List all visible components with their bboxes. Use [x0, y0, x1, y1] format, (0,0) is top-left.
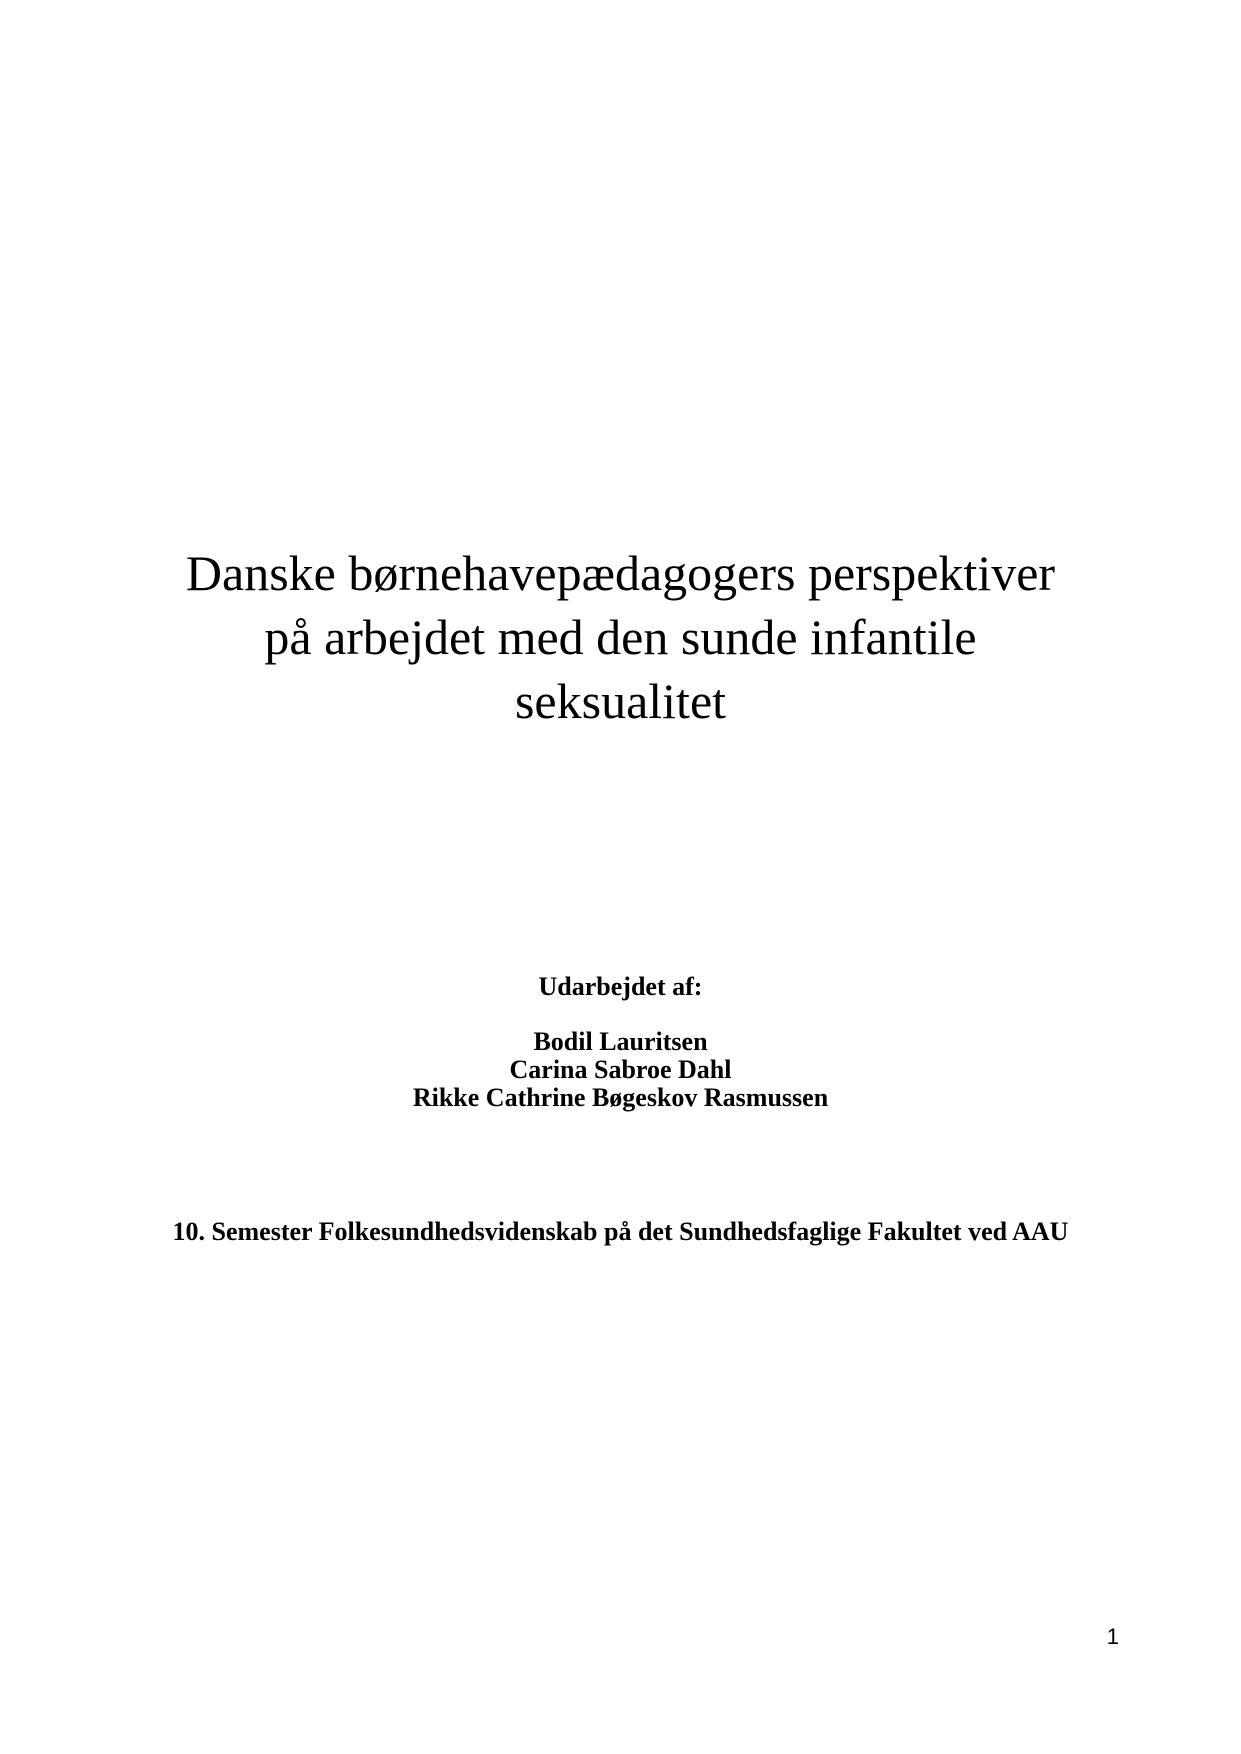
author-name-3: Rikke Cathrine Bøgeskov Rasmussen: [412, 1083, 829, 1112]
author-name-2: Carina Sabroe Dahl: [509, 1055, 732, 1084]
affiliation-line: 10. Semester Folkesundhedsvidenskab på det Sundhedsfaglige Fakultet ved AAU: [172, 1217, 1069, 1246]
author-list: [0, 1028, 1241, 1112]
document-title-line-1: Danske børnehavepædagogers perspektiver: [185, 545, 1056, 601]
author-name-1: Bodil Lauritsen: [533, 1027, 708, 1056]
page-number: 1: [1106, 1624, 1119, 1649]
document-title-line-2: på arbejdet med den sunde infantile: [264, 609, 977, 665]
document-title-line-3: seksualitet: [514, 673, 727, 729]
byline-heading: Udarbejdet af:: [538, 972, 703, 1001]
document-title: [60, 541, 1181, 733]
